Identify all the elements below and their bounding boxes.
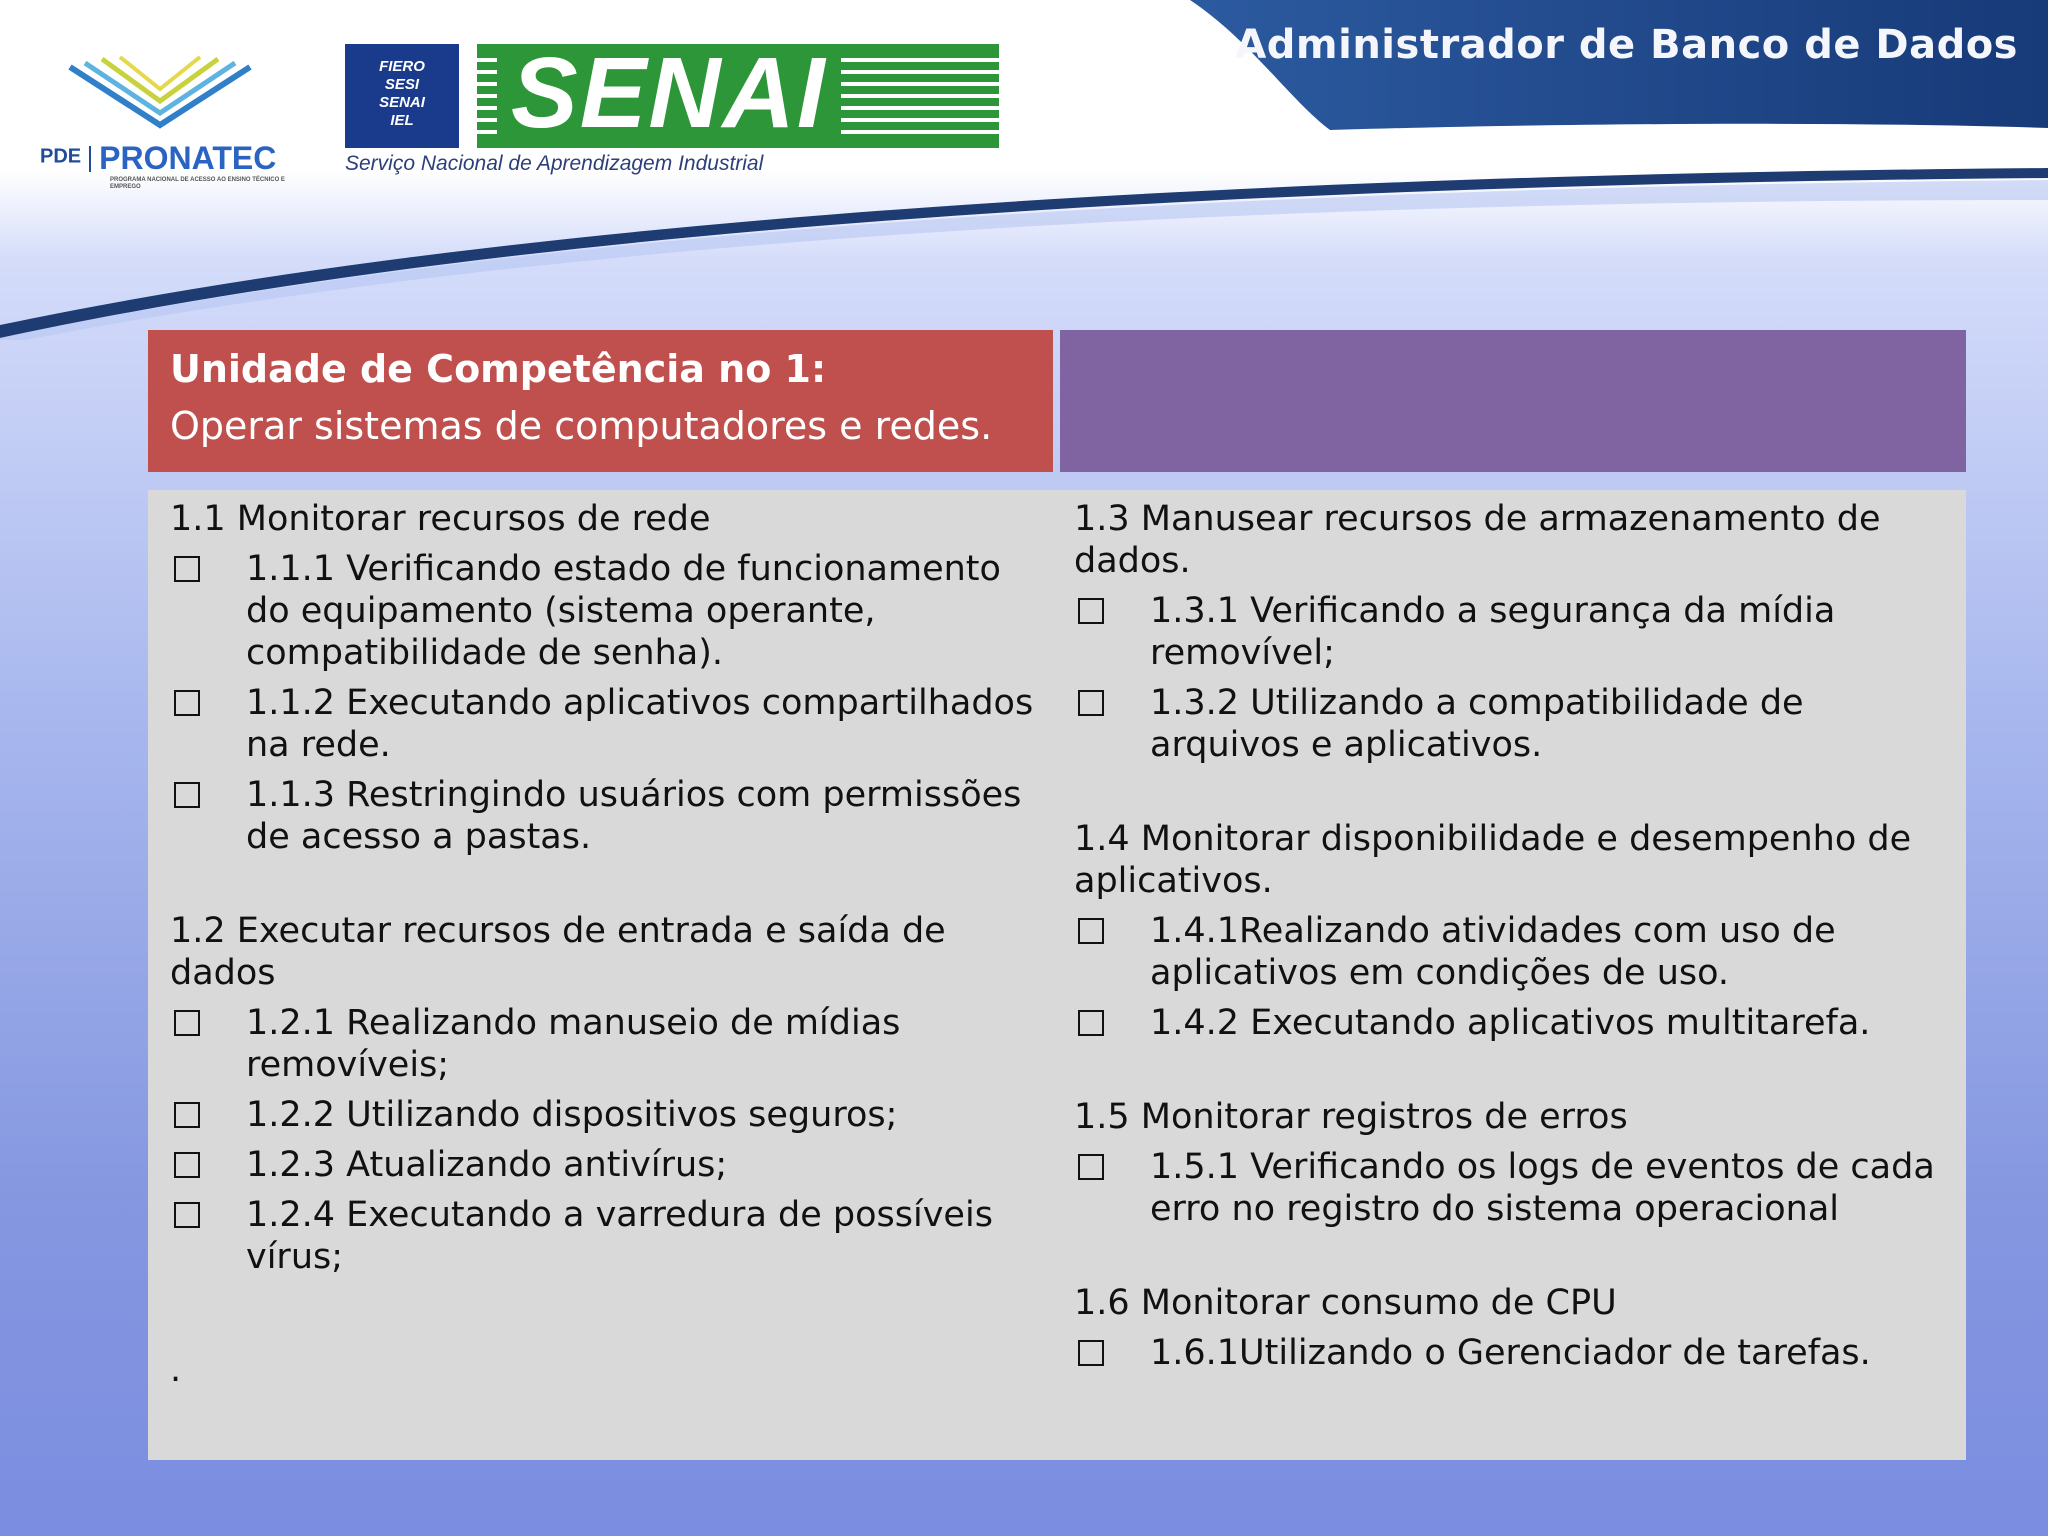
pde-label: PDE — [40, 145, 82, 168]
checkbox-outline-icon — [1078, 1154, 1104, 1180]
right-column — [1074, 498, 1954, 1374]
list-item: 1.2.2 Utilizando dispositivos seguros; — [170, 1094, 1040, 1136]
left-column — [170, 498, 1040, 1278]
senai-line: SENAI — [379, 94, 425, 111]
fiero-sesi-senai-iel-badge — [345, 44, 459, 148]
pronatec-logo — [40, 55, 285, 195]
unit-title: Unidade de Competência no 1: — [170, 347, 827, 391]
unit-header-accent — [1060, 330, 1966, 472]
senai-subtitle: Serviço Nacional de Aprendizagem Industrial — [345, 152, 764, 175]
checkbox-outline-icon — [174, 1152, 200, 1178]
pronatec-book-icon — [60, 55, 260, 135]
checkbox-outline-icon — [174, 782, 200, 808]
list-item: 1.3.2 Utilizando a compatibilidade de arquivos e aplicativos. — [1074, 682, 1954, 766]
checkbox-outline-icon — [174, 1010, 200, 1036]
list-item: 1.2.3 Atualizando antivírus; — [170, 1144, 1040, 1186]
checkbox-outline-icon — [174, 1202, 200, 1228]
section-heading: 1.4 Monitorar disponibilidade e desempenho de aplicativos. — [1074, 819, 1912, 901]
checkbox-outline-icon — [1078, 690, 1104, 716]
section-heading: 1.1 Monitorar recursos de rede — [170, 499, 711, 539]
checkbox-outline-icon — [174, 1102, 200, 1128]
list-item: 1.2.1 Realizando manuseio de mídias removíveis; — [170, 1002, 1040, 1086]
list-item: 1.5.1 Verificando os logs de eventos de cada erro no registro do sistema operacional — [1074, 1146, 1954, 1230]
unit-subtitle: Operar sistemas de computadores e redes. — [170, 404, 993, 448]
section-heading: 1.2 Executar recursos de entrada e saída de dados — [170, 911, 946, 993]
iel-line: IEL — [390, 112, 414, 129]
list-item: 1.6.1Utilizando o Gerenciador de tarefas. — [1074, 1332, 1954, 1374]
list-item: 1.2.4 Executando a varredura de possíveis vírus; — [170, 1194, 1040, 1278]
section-heading: 1.6 Monitorar consumo de CPU — [1074, 1283, 1617, 1323]
sesi-line: SESI — [384, 76, 420, 93]
senai-wordmark — [477, 44, 999, 148]
checkbox-outline-icon — [1078, 598, 1104, 624]
pronatec-name: PRONATEC — [99, 140, 277, 176]
senai-name: SENAI — [497, 44, 841, 148]
trailing-period: . — [170, 1350, 182, 1390]
content-panel — [148, 490, 1966, 1460]
list-item: 1.3.1 Verificando a segurança da mídia removível; — [1074, 590, 1954, 674]
unit-header — [148, 330, 1053, 472]
header-title: Administrador de Banco de Dados — [1235, 22, 2018, 68]
checkbox-outline-icon — [1078, 1010, 1104, 1036]
list-item: 1.4.1Realizando atividades com uso de aplicativos em condições de uso. — [1074, 910, 1954, 994]
checkbox-outline-icon — [1078, 1340, 1104, 1366]
fiero-line: FIERO — [379, 58, 425, 75]
list-item: 1.1.2 Executando aplicativos compartilhados na rede. — [170, 682, 1040, 766]
list-item: 1.4.2 Executando aplicativos multitarefa. — [1074, 1002, 1954, 1044]
senai-logo — [345, 44, 855, 184]
section-heading: 1.5 Monitorar registros de erros — [1074, 1097, 1628, 1137]
checkbox-outline-icon — [174, 556, 200, 582]
checkbox-outline-icon — [174, 690, 200, 716]
section-heading: 1.3 Manusear recursos de armazenamento de dados. — [1074, 499, 1881, 581]
list-item: 1.1.1 Verificando estado de funcionamento do equipamento (sistema operante, compatibilidade de senha). — [170, 548, 1040, 674]
checkbox-outline-icon — [1078, 918, 1104, 944]
pronatec-subtitle: PROGRAMA NACIONAL DE ACESSO AO ENSINO TÉCNICO E EMPREGO — [110, 177, 285, 190]
list-item: 1.1.3 Restringindo usuários com permissões de acesso a pastas. — [170, 774, 1040, 858]
